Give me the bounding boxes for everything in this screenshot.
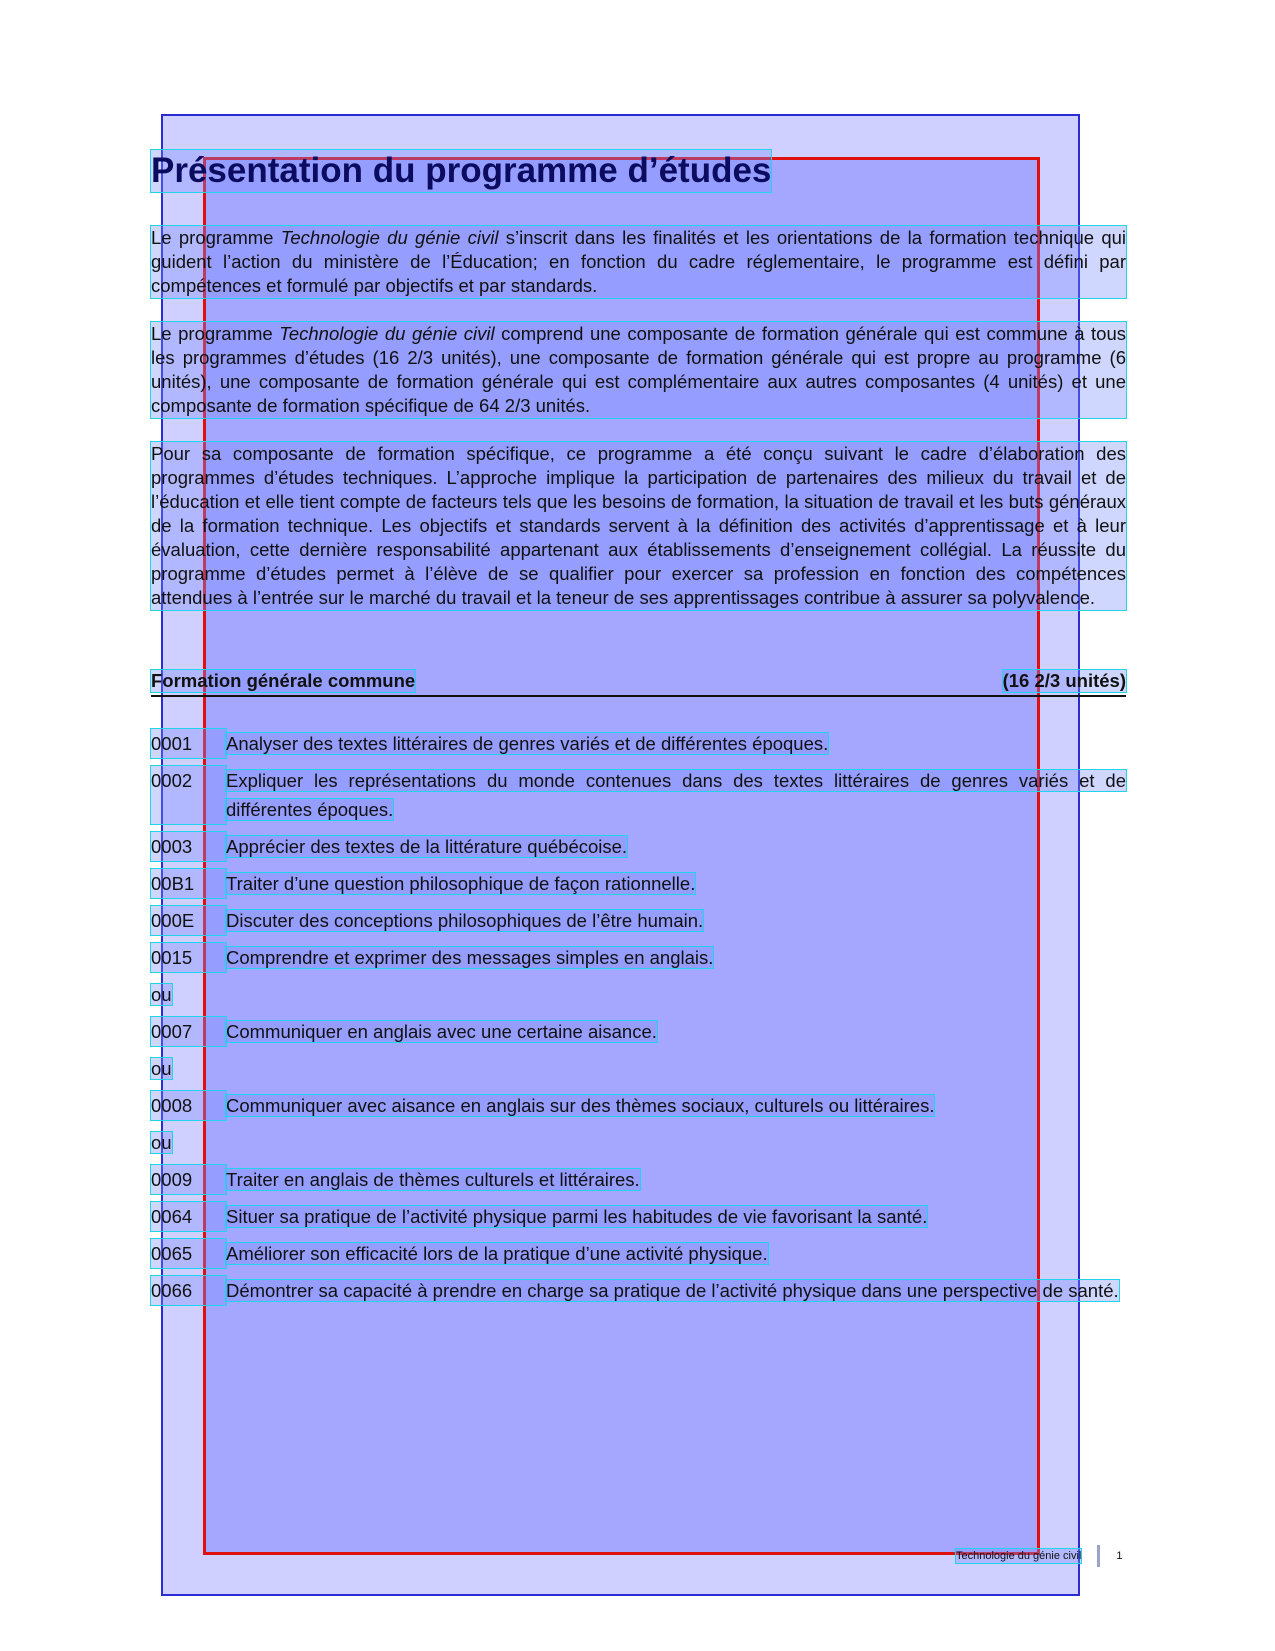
course-item	[151, 1276, 1126, 1305]
course-code: 0001	[151, 729, 226, 758]
course-code: 0066	[151, 1276, 226, 1305]
paragraph-text: Le programme	[151, 227, 281, 248]
course-code: 0064	[151, 1202, 226, 1231]
course-item	[151, 906, 1126, 935]
course-alternative-connector	[151, 1054, 1126, 1083]
paragraph-text: s’inscrit dans les finalités et les orientations de la formation technique qui guident l’action du ministère de l’Éducation; en fonction du cadre réglementaire, le programme est défini par compétences et formulé par objectifs et par standards.	[151, 227, 1127, 296]
course-code: 00B1	[151, 869, 226, 898]
section-title: Formation générale commune	[151, 670, 416, 691]
section-units: (16 2/3 unités)	[1002, 670, 1126, 691]
course-description: Démontrer sa capacité à prendre en charge sa pratique de l’activité physique dans une perspective de santé.	[226, 1280, 1119, 1301]
course-code: 0002	[151, 766, 226, 824]
course-description: Communiquer avec aisance en anglais sur des thèmes sociaux, culturels ou littéraires.	[226, 1095, 935, 1116]
course-list	[151, 729, 1126, 1305]
course-description: Traiter en anglais de thèmes culturels et littéraires.	[226, 1169, 640, 1190]
page-title: Présentation du programme d’études	[151, 151, 772, 190]
course-code: 0015	[151, 943, 226, 972]
footer-label: Technologie du génie civil	[956, 1550, 1082, 1562]
page-footer	[956, 1545, 1123, 1567]
course-item	[151, 832, 1126, 861]
paragraph-text: Pour sa composante de formation spécifique, ce programme a été conçu suivant le cadre d’élaboration des programmes d’études techniques. L’approche implique la participation de partenaires des milieux du travail et de l’éducation et elle tient compte de facteurs tels que les besoins de formation, la situation de travail et les buts généraux de la formation technique. Les objectifs et standards servent à la définition des activités d’apprentissage et à leur évaluation, cette dernière responsabilité appartenant aux établissements d’enseignement collégial. La réussite du programme d’études permet à l’élève de se qualifier pour exercer sa profession en fonction des compétences attendues à l’entrée sur le marché du travail et la teneur de ses apprentissages contribue à assurer sa polyvalence.	[151, 443, 1126, 608]
course-code: 0009	[151, 1165, 226, 1194]
course-description: Comprendre et exprimer des messages simples en anglais.	[226, 947, 714, 968]
intro-paragraph-3	[151, 442, 1126, 610]
program-name: Technologie du génie civil	[279, 323, 495, 344]
footer-divider	[1097, 1545, 1100, 1567]
course-description: Améliorer son efficacité lors de la pratique d’une activité physique.	[226, 1243, 768, 1264]
course-description: Traiter d’une question philosophique de façon rationnelle.	[226, 873, 696, 894]
connector-text: ou	[151, 984, 172, 1005]
page-number: 1	[1116, 1550, 1123, 1562]
course-description: Situer sa pratique de l’activité physique parmi les habitudes de vie favorisant la santé.	[226, 1206, 928, 1227]
course-code: 0008	[151, 1091, 226, 1120]
course-item	[151, 729, 1126, 758]
program-name: Technologie du génie civil	[280, 227, 499, 248]
course-code: 0065	[151, 1239, 226, 1268]
course-item	[151, 1091, 1126, 1120]
course-description: Communiquer en anglais avec une certaine aisance.	[226, 1021, 657, 1042]
intro-paragraph-1	[151, 226, 1126, 298]
page-content	[151, 150, 1126, 1313]
course-description: Discuter des conceptions philosophiques de l’être humain.	[226, 910, 704, 931]
course-item	[151, 943, 1126, 972]
course-item	[151, 1017, 1126, 1046]
connector-text: ou	[151, 1132, 172, 1153]
course-item	[151, 1165, 1126, 1194]
course-description: Apprécier des textes de la littérature québécoise.	[226, 836, 628, 857]
intro-paragraph-2	[151, 322, 1126, 418]
connector-text: ou	[151, 1058, 172, 1079]
course-code: 0007	[151, 1017, 226, 1046]
course-code: 0003	[151, 832, 226, 861]
paragraph-text: Le programme	[151, 323, 280, 344]
section-header	[151, 670, 1126, 697]
course-item	[151, 869, 1126, 898]
course-alternative-connector	[151, 1128, 1126, 1157]
course-alternative-connector	[151, 980, 1126, 1009]
course-description: Expliquer les représentations du monde contenues dans des textes littéraires de genres variés et de différentes époques.	[226, 770, 1126, 820]
paragraph-text: comprend une composante de formation générale qui est commune à tous les programmes d’études (16 2/3 unités), une composante de formation générale qui est propre au programme (6 unités), une composante de formation générale qui est complémentaire aux autres composantes (4 unités) et une composante de formation spécifique de 64 2/3 unités.	[151, 323, 1127, 416]
course-description: Analyser des textes littéraires de genres variés et de différentes époques.	[226, 733, 829, 754]
course-item	[151, 1202, 1126, 1231]
course-code: 000E	[151, 906, 226, 935]
course-item	[151, 1239, 1126, 1268]
course-item	[151, 766, 1126, 824]
